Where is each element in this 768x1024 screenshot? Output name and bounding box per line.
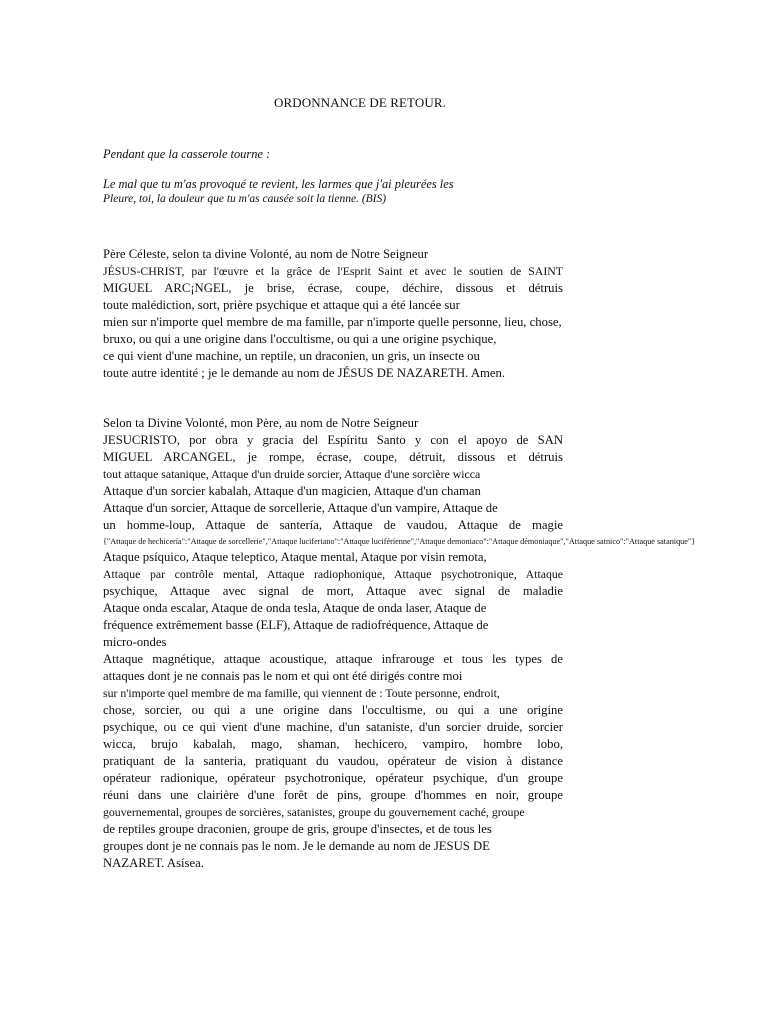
text-line: mien sur n'importe quel membre de ma famille, par n'importe quelle personne, lieu, chose, [103,315,562,329]
text-line: Ataque psíquico, Ataque teleptico, Ataque mental, Ataque por visin remota, [103,550,487,564]
text-line: bruxo, ou qui a une origine dans l'occultisme, ou qui a une origine psychique, [103,332,497,346]
text-line: toute malédiction, sort, prière psychique et attaque qui a été lancée sur [103,298,460,312]
intro-section [103,146,503,206]
prayer-paragraph-1 [103,246,563,382]
text-line: JÉSUS-CHRIST, par l'œuvre et la grâce de l'Esprit Saint et avec le soutien de SAINT [103,264,563,278]
text-line: Attaque magnétique, attaque acoustique, attaque infrarouge et tous les types de [103,652,563,666]
text-line: Attaque par contrôle mental, Attaque radiophonique, Attaque psychotronique, Attaque [103,567,563,581]
json-text-line: {"Attaque de hechicería":"Attaque de sorcellerie","Attaque luciferiano":"Attaque luciférienne","Attaque demoniaco":"Attaque démoniaque","Attaque satnico":"Attaque satanique"} [103,537,696,546]
text-line: MIGUEL ARC¡NGEL, je brise, écrase, coupe, déchire, dissous et détruis [103,281,563,295]
text-line: de reptiles groupe draconien, groupe de gris, groupe d'insectes, et de tous les [103,822,492,836]
text-line: groupes dont je ne connais pas le nom. Je le demande au nom de JESUS DE [103,839,490,853]
text-line: JESUCRISTO, por obra y gracia del Espíritu Santo y con el apoyo de SAN [103,433,563,447]
text-line: Attaque d'un sorcier kabalah, Attaque d'un magicien, Attaque d'un chaman [103,484,481,498]
intro-line: Pendant que la casserole tourne : [103,147,271,161]
text-line: psychique, ou ce qui vient d'une machine, d'un sataniste, d'un sorcier druide, sorcier [103,720,563,734]
text-line: psychique, Attaque avec signal de mort, Attaque avec signal de maladie [103,584,563,598]
text-line: Père Céleste, selon ta divine Volonté, au nom de Notre Seigneur [103,247,429,261]
text-line: MIGUEL ARCANGEL, je rompe, écrase, coupe, détruit, dissous et détruis [103,450,563,464]
text-line: Attaque d'un sorcier, Attaque de sorcellerie, Attaque d'un vampire, Attaque de [103,501,498,515]
text-line: Selon ta Divine Volonté, mon Père, au nom de Notre Seigneur [103,416,419,430]
text-line: micro-ondes [103,635,167,649]
text-line: tout attaque satanique, Attaque d'un druide sorcier, Attaque d'une sorcière wicca [103,467,481,481]
text-line: gouvernemental, groupes de sorcières, satanistes, groupe du gouvernement caché, groupe [103,805,525,819]
document-title: ORDONNANCE DE RETOUR. [274,95,446,110]
text-line: sur n'importe quel membre de ma famille, qui viennent de : Toute personne, endroit, [103,686,500,700]
text-line: attaques dont je ne connais pas le nom et qui ont été dirigés contre moi [103,669,463,683]
text-line: fréquence extrêmement basse (ELF), Attaque de radiofréquence, Attaque de [103,618,489,632]
text-line: ce qui vient d'une machine, un reptile, un draconien, un gris, un insecte ou [103,349,480,363]
intro-line: Pleure, toi, la douleur que tu m'as causée soit la tienne. (BIS) [103,193,387,205]
prayer-paragraph-2 [103,415,696,872]
intro-line: Le mal que tu m'as provoqué te revient, les larmes que j'ai pleurées les [103,177,454,191]
text-line: toute autre identité ; je le demande au nom de JÉSUS DE NAZARETH. Amen. [103,366,506,380]
text-line: NAZARET. Asísea. [103,856,204,870]
text-line: Ataque onda escalar, Ataque de onda tesla, Ataque de onda laser, Ataque de [103,601,487,615]
text-line: pratiquant de la santeria, pratiquant du vaudou, opérateur de vision à distance [103,754,563,768]
text-line: wicca, brujo kabalah, mago, shaman, hechicero, vampiro, hombre lobo, [103,737,563,751]
text-line: un homme-loup, Attaque de santería, Attaque de vaudou, Attaque de magie [103,518,563,532]
text-line: opérateur radionique, opérateur psychotronique, opérateur psychique, d'un groupe [103,771,563,785]
text-line: réuni dans une clairière d'une forêt de pins, groupe d'hommes en noir, groupe [103,788,563,802]
text-line: chose, sorcier, ou qui a une origine dans l'occultisme, ou qui a une origine [103,703,563,717]
